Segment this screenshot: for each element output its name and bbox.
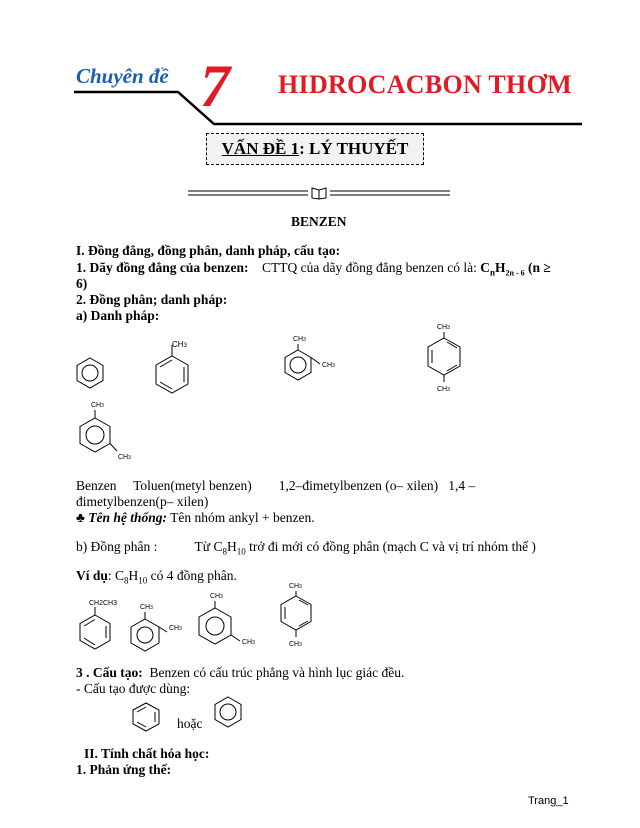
chuyen-de-label: Chuyên đề bbox=[76, 64, 169, 88]
p-xylene-isomer-ch3-bottom: CH3 bbox=[289, 641, 302, 648]
ethylbenzene-ch2ch3: CH2CH3 bbox=[89, 600, 118, 607]
chapter-title: HIDROCACBON THƠM bbox=[278, 70, 572, 99]
p-xylene-ch3-bottom: CH3 bbox=[437, 386, 450, 393]
page-number: Trang_1 bbox=[528, 795, 569, 807]
section-title: BENZEN bbox=[291, 214, 347, 229]
isomer-line: b) Đồng phân : Từ $C_8H_{10}$ trở đi mới có đồng phân (mạch C và vị trí nhóm thế ) bbox=[76, 539, 536, 557]
names-line1: Benzen Toluen(metyl benzen) 1,2–đimetylbenzen (o– xilen) 1,4 – bbox=[76, 478, 476, 493]
o-xylene-ch3-side: CH3 bbox=[322, 362, 335, 369]
club-icon: ♣ bbox=[76, 510, 85, 525]
part1-heading: I. Đồng đẳng, đồng phân, danh pháp, cấu tạo: bbox=[76, 243, 341, 258]
ten-he-thong: ♣ Tên hệ thống: Tên nhóm ankyl + benzen. bbox=[76, 510, 315, 525]
m-xylene-ch3-top: CH3 bbox=[91, 402, 104, 409]
part1-item2: 2. Đồng phân; danh pháp: bbox=[76, 292, 228, 307]
benzene-circle-structure bbox=[215, 697, 241, 727]
o-xylene-isomer-ch3-side: CH3 bbox=[169, 625, 182, 632]
o-xylene-isomer-ch3-top: CH3 bbox=[140, 604, 153, 611]
kekule-structure bbox=[133, 703, 159, 731]
item1-cond-cont: 6) bbox=[76, 276, 88, 291]
names-line2: đimetylbenzen(p– xilen) bbox=[76, 494, 209, 509]
item1-text: CTTQ của dãy đồng đẳng benzen có là: bbox=[262, 260, 477, 275]
van-de-suffix: : LÝ THUYẾT bbox=[299, 139, 409, 158]
m-xylene-isomer-ch3-side: CH3 bbox=[242, 639, 255, 646]
item1-formula: $C_nH_{2n - 6}$ (n ≥ bbox=[480, 260, 551, 278]
o-xylene-ch3-top: CH3 bbox=[293, 336, 306, 343]
part1-item2a: a) Danh pháp: bbox=[76, 308, 160, 323]
vidu-line: Ví dụ: $C_8H_{10}$ có 4 đồng phân. bbox=[76, 568, 237, 586]
item3-line2: - Cấu tạo được dùng: bbox=[76, 681, 191, 696]
chapter-number: 7 bbox=[200, 53, 230, 119]
part2-heading: II. Tính chất hóa học: bbox=[84, 746, 210, 761]
m-xylene-ch3-side: CH3 bbox=[118, 454, 131, 461]
part2-item1: 1. Phản ứng thế: bbox=[76, 762, 172, 777]
toluene-ch3: CH3 bbox=[172, 340, 187, 349]
m-xylene-isomer-ch3-top: CH3 bbox=[210, 593, 223, 600]
p-xylene-ch3-top: CH3 bbox=[437, 324, 450, 331]
p-xylene-isomer-ch3-top: CH3 bbox=[289, 583, 302, 590]
van-de-prefix: VẤN ĐỀ 1 bbox=[221, 139, 300, 158]
part1-item3: 3 . Cấu tạo: Benzen có cấu trúc phẳng và hình lục giác đều. bbox=[76, 665, 405, 680]
item1-label: 1. Dãy đồng đẳng của benzen: bbox=[76, 260, 249, 275]
hoac-text: hoặc bbox=[177, 716, 203, 731]
